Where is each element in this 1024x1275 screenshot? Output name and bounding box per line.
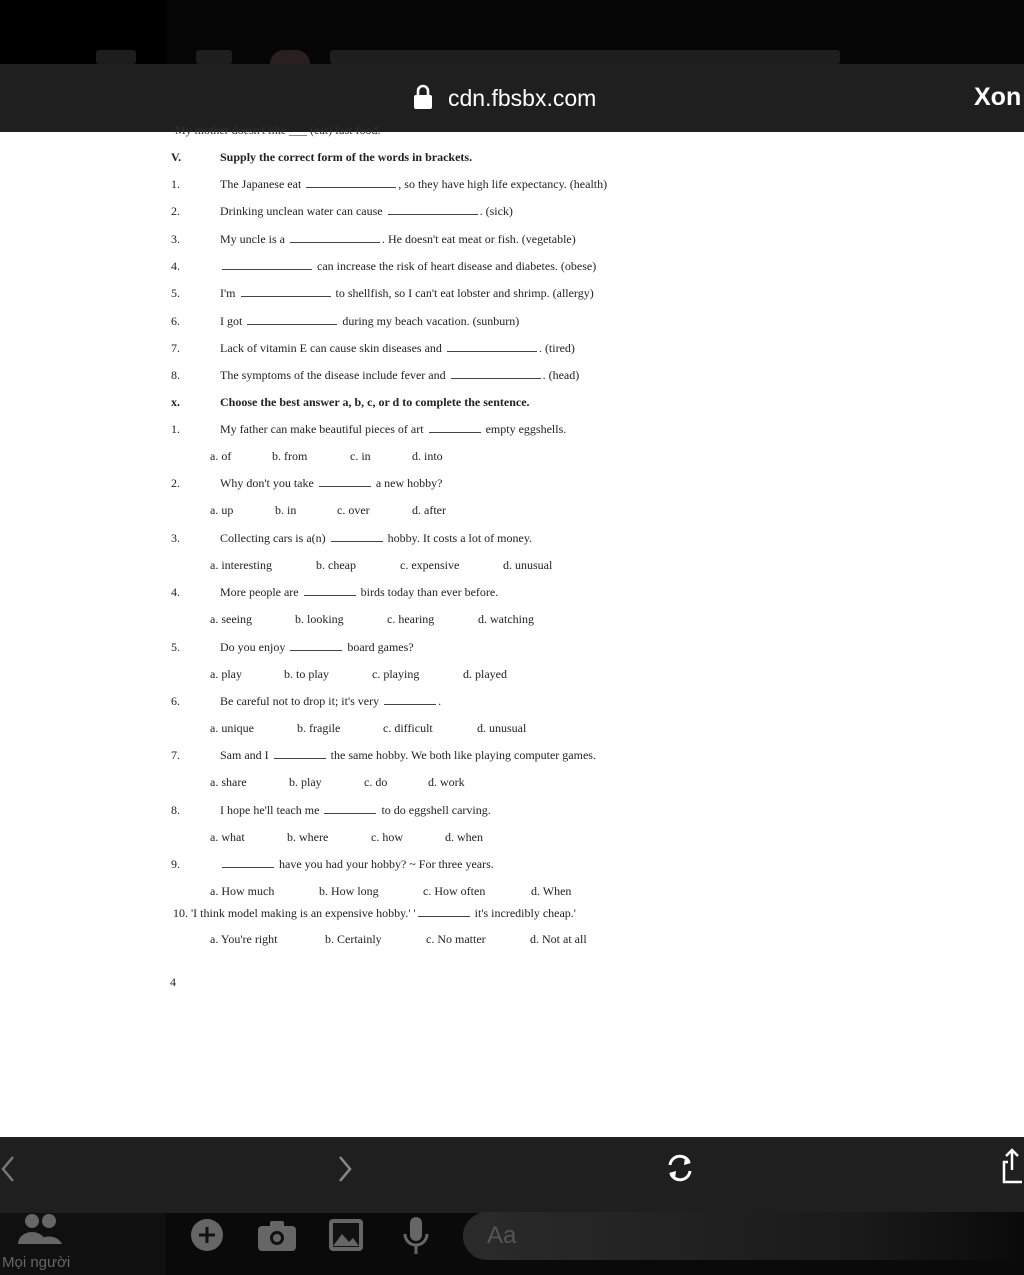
answer-blank — [306, 177, 396, 188]
x-item-before: Collecting cars is a(n) — [220, 531, 326, 545]
answer-option: b. fragile — [297, 721, 341, 735]
answer-option: b. in — [275, 503, 297, 517]
v-item-number: 3. — [171, 232, 180, 246]
x-item-number: 5. — [171, 640, 180, 654]
people-label: Mọi người — [2, 1254, 71, 1271]
answer-option: d. unusual — [503, 558, 553, 572]
x-item-before: I hope he'll teach me — [220, 803, 320, 817]
x-item-question — [220, 803, 491, 817]
v-item-text — [220, 177, 607, 191]
answer-option: a. interesting — [210, 558, 272, 572]
ghost-icon — [96, 50, 136, 64]
camera-icon[interactable] — [257, 1220, 297, 1252]
x-item-number: 8. — [171, 803, 180, 817]
answer-option: a. what — [210, 830, 245, 844]
x-item-after: have you had your hobby? ~ For three years. — [279, 857, 494, 871]
partial-line-top: My mother doesn't like ___ (eat) fast food. — [175, 123, 381, 137]
v-item-before: Lack of vitamin E can cause skin diseases and — [220, 341, 442, 355]
x-item-before: Do you enjoy — [220, 640, 286, 654]
v-item-number: 7. — [171, 341, 180, 355]
answer-blank — [222, 259, 312, 270]
add-icon[interactable] — [190, 1218, 224, 1252]
section-x-instruction: Choose the best answer a, b, c, or d to complete the sentence. — [220, 395, 530, 409]
answer-blank — [241, 286, 331, 297]
viewer-toolbar — [0, 1137, 1024, 1213]
answer-option: d. watching — [478, 612, 534, 626]
ghost-icon — [196, 50, 232, 64]
x-item-after: board games? — [347, 640, 414, 654]
v-item-number: 2. — [171, 204, 180, 218]
answer-option: a. of — [210, 449, 232, 463]
answer-option: a. play — [210, 667, 242, 681]
answer-option: a. share — [210, 775, 247, 789]
v-item-before: Drinking unclean water can cause — [220, 204, 383, 218]
x-item-before: Be careful not to drop it; it's very — [220, 694, 380, 708]
answer-option: c. difficult — [383, 721, 433, 735]
x-item-number: 9. — [171, 857, 180, 871]
x-item-question — [220, 694, 441, 708]
v-item-before: The Japanese eat — [220, 177, 302, 191]
x-item-number: 6. — [171, 694, 180, 708]
x-item-after: . — [438, 694, 442, 708]
v-item-after: . (sick) — [479, 204, 513, 218]
section-v-instruction: Supply the correct form of the words in brackets. — [220, 150, 473, 164]
answer-option: c. hearing — [387, 612, 435, 626]
v-item-text — [220, 368, 579, 382]
composer-placeholder: Aa — [487, 1222, 517, 1249]
answer-option: d. played — [463, 667, 507, 681]
section-v-numeral: V. — [171, 150, 182, 164]
v-item-number: 6. — [171, 314, 180, 328]
v-item-text — [220, 314, 519, 328]
x-item-number: 3. — [171, 531, 180, 545]
answer-option: a. unique — [210, 721, 254, 735]
v-item-text — [220, 341, 575, 355]
v-item-text — [220, 286, 594, 300]
v-item-after: to shellfish, so I can't eat lobster and shrimp. (allergy) — [335, 286, 594, 300]
x-item-after: empty eggshells. — [485, 422, 567, 436]
answer-option: d. after — [412, 503, 446, 517]
v-item-number: 1. — [171, 177, 180, 191]
answer-blank — [388, 204, 478, 215]
answer-option: d. unusual — [477, 721, 527, 735]
x-item-number: 10. — [173, 906, 188, 920]
answer-option: b. to play — [284, 667, 329, 681]
x-item-number: 7. — [171, 748, 180, 762]
v-item-after: , so they have high life expectancy. (health) — [398, 177, 608, 191]
v-item-text — [220, 232, 576, 246]
x-item-question — [220, 748, 596, 762]
answer-blank — [384, 694, 436, 705]
share-icon[interactable] — [1000, 1148, 1024, 1184]
v-item-before: The symptoms of the disease include fever and — [220, 368, 446, 382]
left-panel-strip — [0, 0, 166, 64]
section-x-numeral: x. — [171, 395, 180, 409]
x-item-number: 1. — [171, 422, 180, 436]
lock-icon — [413, 84, 433, 110]
v-item-number: 8. — [171, 368, 180, 382]
x-item-question — [220, 422, 566, 436]
answer-blank — [290, 232, 380, 243]
v-item-before: My uncle is a — [220, 232, 285, 246]
x-item10-question — [173, 906, 576, 920]
answer-option: c. No matter — [426, 932, 486, 946]
x-item-question — [220, 857, 494, 871]
page-number: 4 — [170, 975, 176, 989]
answer-blank — [222, 857, 274, 868]
answer-option: d. into — [412, 449, 443, 463]
x-item-after: hobby. It costs a lot of money. — [387, 531, 533, 545]
answer-option: c. in — [350, 449, 371, 463]
answer-option: b. cheap — [316, 558, 356, 572]
microphone-icon[interactable] — [402, 1216, 430, 1256]
back-arrow-icon[interactable] — [0, 1155, 16, 1183]
answer-option: c. how — [371, 830, 403, 844]
answer-option: b. Certainly — [325, 932, 382, 946]
x-item-before: My father can make beautiful pieces of art — [220, 422, 424, 436]
v-item-text — [220, 259, 596, 273]
people-icon — [14, 1212, 64, 1246]
v-item-after: . (tired) — [538, 341, 575, 355]
url-domain[interactable]: cdn.fbsbx.com — [448, 85, 597, 111]
answer-option: c. How often — [423, 884, 486, 898]
forward-arrow-icon[interactable] — [336, 1155, 354, 1183]
background-app-strip — [0, 0, 1024, 64]
answer-blank — [304, 585, 356, 596]
answer-blank — [319, 476, 371, 487]
message-composer-input[interactable] — [463, 1212, 1024, 1260]
x-item-question — [220, 531, 532, 545]
x-item-before: Why don't you take — [220, 476, 314, 490]
x-item-number: 2. — [171, 476, 180, 490]
x-item-question — [220, 585, 498, 599]
answer-option: c. do — [364, 775, 388, 789]
x-item-before: Sam and I — [220, 748, 269, 762]
answer-blank — [451, 368, 541, 379]
answer-blank — [331, 531, 383, 542]
answer-option: b. looking — [295, 612, 344, 626]
answer-blank — [447, 341, 537, 352]
document-page — [0, 123, 1024, 1137]
x-item-after: it's incredibly cheap.' — [474, 906, 576, 920]
answer-blank — [290, 640, 342, 651]
v-item-after: during my beach vacation. (sunburn) — [342, 314, 520, 328]
v-item-text — [220, 204, 513, 218]
answer-option: c. playing — [372, 667, 420, 681]
x-item-before: 'I think model making is an expensive hobby.' ' — [191, 906, 416, 920]
answer-option: d. When — [531, 884, 572, 898]
v-item-after: can increase the risk of heart disease and diabetes. (obese) — [317, 259, 597, 273]
answer-option: b. where — [287, 830, 329, 844]
answer-option: b. play — [289, 775, 322, 789]
answer-option: b. from — [272, 449, 308, 463]
ghost-avatar — [270, 50, 310, 64]
v-item-before: I got — [220, 314, 243, 328]
v-item-number: 4. — [171, 259, 180, 273]
x-item-before: More people are — [220, 585, 299, 599]
answer-option: c. expensive — [400, 558, 460, 572]
answer-blank — [429, 422, 481, 433]
answer-option: d. Not at all — [530, 932, 587, 946]
v-item-after: . (head) — [542, 368, 580, 382]
x-item-after: birds today than ever before. — [360, 585, 499, 599]
v-item-before: I'm — [220, 286, 236, 300]
x-item-question — [220, 640, 414, 654]
answer-option: a. How much — [210, 884, 275, 898]
answer-blank — [324, 803, 376, 814]
ghost-title — [330, 50, 840, 64]
done-button[interactable]: Xon — [974, 83, 1022, 111]
answer-option: a. up — [210, 503, 234, 517]
x-item-question — [220, 476, 442, 490]
answer-blank — [418, 906, 470, 917]
answer-option: c. over — [337, 503, 370, 517]
x-item-after: a new hobby? — [375, 476, 443, 490]
answer-option: a. You're right — [210, 932, 278, 946]
gallery-icon[interactable] — [328, 1218, 364, 1252]
answer-option: d. work — [428, 775, 465, 789]
x-item-number: 4. — [171, 585, 180, 599]
answer-option: b. How long — [319, 884, 379, 898]
answer-blank — [274, 748, 326, 759]
x-item-after: the same hobby. We both like playing computer games. — [330, 748, 596, 762]
answer-blank — [247, 314, 337, 325]
x-item-after: to do eggshell carving. — [381, 803, 491, 817]
reload-icon[interactable] — [664, 1152, 696, 1184]
answer-option: d. when — [445, 830, 483, 844]
v-item-number: 5. — [171, 286, 180, 300]
answer-option: a. seeing — [210, 612, 252, 626]
v-item-after: . He doesn't eat meat or fish. (vegetable) — [382, 232, 576, 246]
